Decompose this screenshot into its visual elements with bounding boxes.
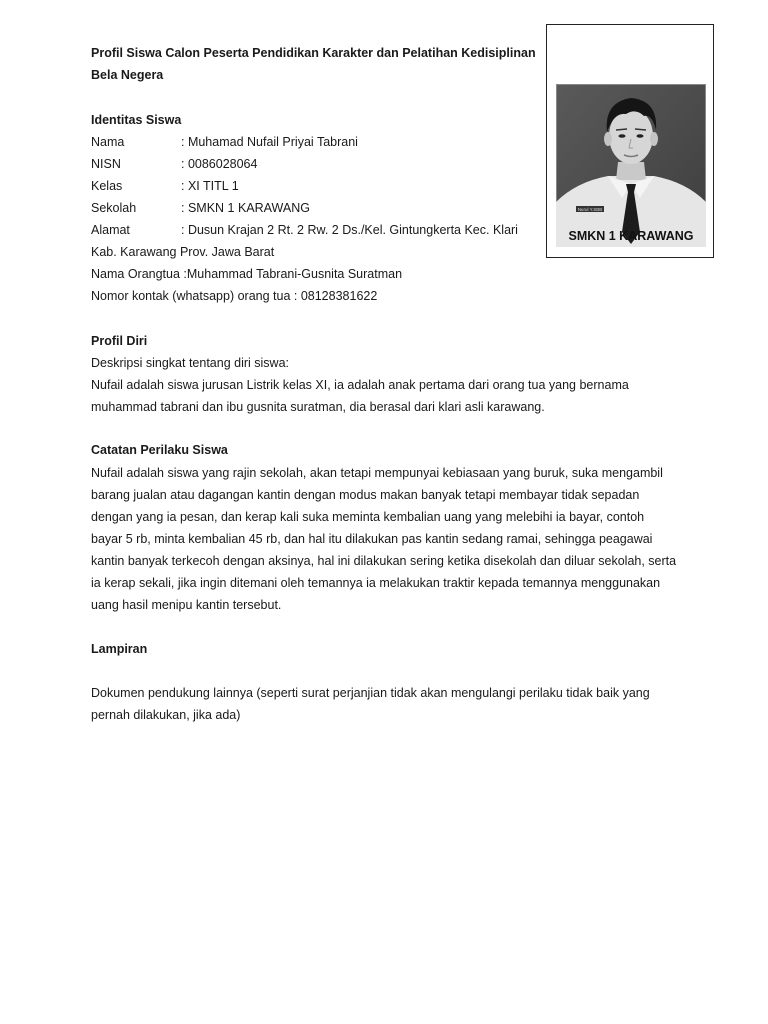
document-title: Profil Siswa Calon Peserta Pendidikan Karakter dan Pelatihan Kedisiplinan	[91, 46, 536, 60]
field-kelas	[91, 178, 239, 194]
paragraph-line: Nufail adalah siswa yang rajin sekolah, akan tetapi mempunyai kebiasaan yang buruk, suka mengambil	[91, 466, 663, 480]
photo-frame	[546, 24, 714, 258]
field-value: : SMKN 1 KARAWANG	[181, 201, 310, 215]
field-value: : Dusun Krajan 2 Rt. 2 Rw. 2 Ds./Kel. Gintungkerta Kec. Klari	[181, 223, 518, 237]
document-title-cont: Bela Negera	[91, 68, 164, 82]
field-label: Kelas	[91, 179, 123, 193]
field-label: Alamat	[91, 223, 130, 237]
field-value: : XI TITL 1	[181, 179, 239, 193]
profil-intro: Deskripsi singkat tentang diri siswa:	[91, 356, 289, 370]
field-value: : Muhamad Nufail Priyai Tabrani	[181, 135, 358, 149]
paragraph-line: muhammad tabrani dan ibu gusnita suratman, dia berasal dari klari asli karawang.	[91, 400, 545, 414]
profil-heading: Profil Diri	[91, 334, 148, 348]
paragraph-line: Nufail adalah siswa jurusan Listrik kelas XI, ia adalah anak pertama dari orang tua yang bernama	[91, 378, 629, 392]
paragraph-line: barang jualan atau dagangan kantin dengan modus makan banyak tetapi membayar tidak sepadan	[91, 488, 640, 502]
paragraph-line: kantin banyak terkecoh dengan aksinya, hal ini dilakukan sering ketika disekolah dan diluar sekolah, serta	[91, 554, 677, 568]
alamat-continued: Kab. Karawang Prov. Jawa Barat	[91, 245, 275, 259]
field-orangtua: Nama Orangtua :Muhammad Tabrani-Gusnita Suratman	[91, 267, 403, 281]
lampiran-heading: Lampiran	[91, 642, 148, 656]
field-kontak: Nomor kontak (whatsapp) orang tua : 08128381622	[91, 289, 378, 303]
field-value: : 0086028064	[181, 157, 258, 171]
name-badge-text: Nurul Y.SBB	[577, 207, 603, 212]
field-sekolah	[91, 200, 310, 216]
paragraph-line: bayar 5 rb, minta kembalian 45 rb, dan hal itu dilakukan pas kantin sedang ramai, sehingga peagawai	[91, 532, 653, 546]
paragraph-line: uang hasil menipu kantin tersebut.	[91, 598, 282, 612]
student-photo	[556, 84, 706, 247]
photo-caption: SMKN 1 KARAWANG	[568, 229, 694, 243]
field-nama	[91, 134, 358, 150]
field-nisn	[91, 156, 257, 172]
paragraph-line: dengan yang ia pesan, dan kerap kali suka meminta kembalian uang yang melebihi ia bayar, contoh	[91, 510, 645, 524]
field-alamat	[91, 222, 518, 238]
identitas-heading: Identitas Siswa	[91, 113, 182, 127]
field-label: Sekolah	[91, 201, 137, 215]
paragraph-line: pernah dilakukan, jika ada)	[91, 708, 241, 722]
perilaku-heading: Catatan Perilaku Siswa	[91, 443, 228, 457]
field-label: NISN	[91, 157, 121, 171]
paragraph-line: Dokumen pendukung lainnya (seperti surat perjanjian tidak akan mengulangi perilaku tidak baik yang	[91, 686, 650, 700]
field-label: Nama	[91, 135, 125, 149]
paragraph-line: ia kerap sekali, jika ingin ditemani oleh temannya ia melakukan traktir kepada temannya menggunakan	[91, 576, 661, 590]
